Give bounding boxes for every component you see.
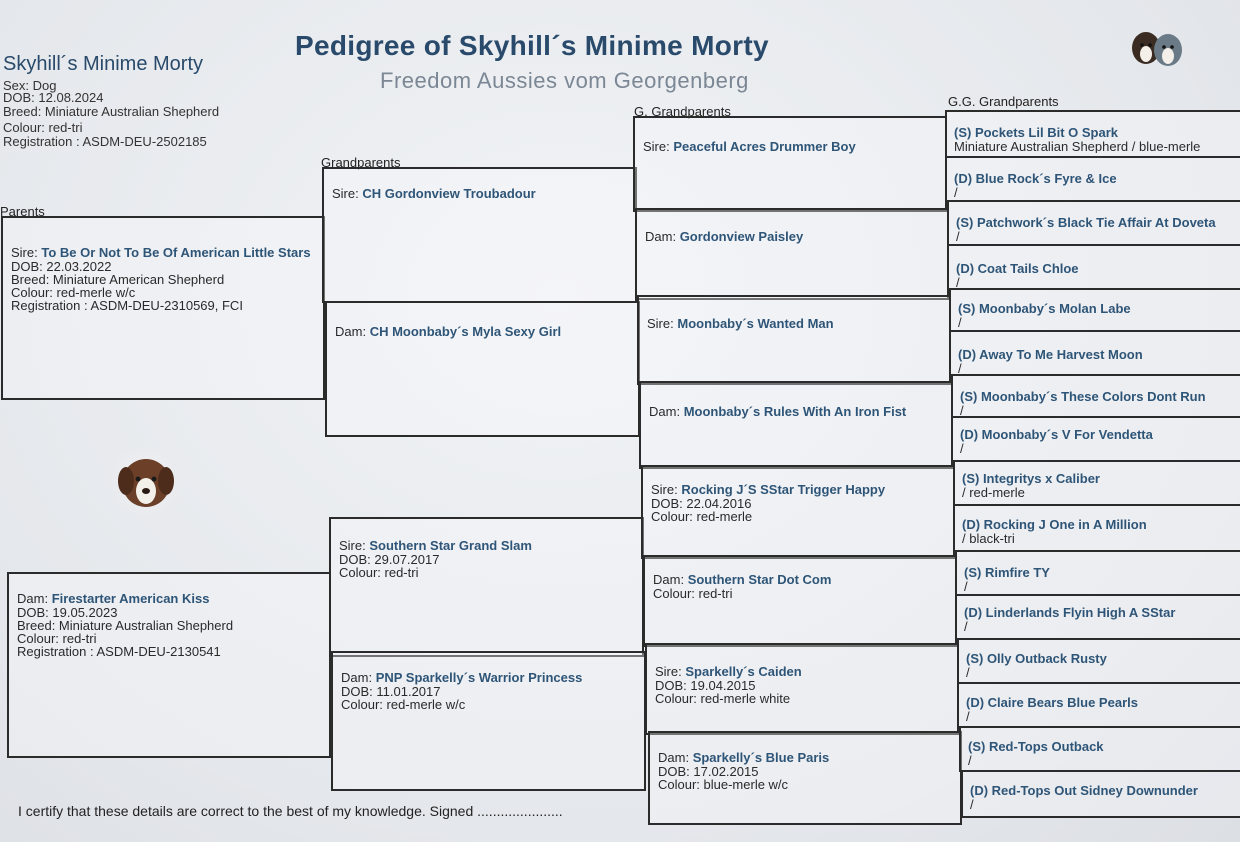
subject-name: Skyhill´s Minime Morty [3, 53, 204, 75]
grandparent-cell-1 [324, 181, 635, 207]
g-grandparent-colour: Colour: blue-merle w/c [658, 777, 789, 792]
gg-grandparent-label: (D) Moonbaby´s V For Vendetta [960, 428, 1153, 442]
grandparent-cell-3 [331, 533, 642, 585]
g-grandparent-name: Gordonview Paisley [679, 229, 804, 244]
parent-sire-role: Sire: [11, 245, 38, 260]
gg-grandparent-sub: / [958, 315, 962, 329]
g-grandparent-box-5 [641, 465, 955, 559]
g-grandparent-dob: DOB: 19.04.2015 [655, 678, 756, 693]
g-grandparent-box-1 [633, 116, 947, 212]
g-grandparent-role: Sire: [651, 482, 678, 497]
grandparent-dob: DOB: 11.01.2017 [341, 684, 441, 699]
g-grandparent-colour: Colour: red-tri [653, 586, 733, 601]
parent-sire-colour: Colour: red-merle w/c [11, 285, 136, 300]
gg-grandparent-label: (D) Coat Tails Chloe [956, 262, 1079, 276]
gg-grandparent-sub: / [966, 665, 970, 679]
g-grandparent-name: Peaceful Acres Drummer Boy [673, 139, 856, 154]
kennel-subtitle: Freedom Aussies vom Georgenberg [380, 68, 749, 93]
gg-grandparent-label: (D) Claire Bears Blue Pearls [966, 696, 1138, 710]
gg-grandparent-sub: / [960, 403, 964, 417]
subject-breed: Breed: Miniature Australian Shepherd [3, 104, 220, 119]
g-grandparent-role: Dam: [649, 404, 681, 419]
gg-grandparent-sub: / [968, 753, 972, 767]
parent-sire-registration: Registration : ASDM-DEU-2310569, FCI [11, 298, 243, 313]
parent-sire-box [1, 216, 325, 400]
gg-grandparent-label: (S) Moonbaby´s Molan Labe [958, 302, 1131, 316]
g-grandparent-role: Dam: [645, 229, 677, 244]
gg-grandparent-sub: Miniature Australian Shepherd / blue-merle [954, 139, 1201, 153]
gg-grandparent-box-6 [949, 330, 1240, 376]
parent-dam-box [7, 572, 331, 758]
gg-grandparent-label: (D) Red-Tops Out Sidney Downunder [970, 784, 1198, 798]
g-grandparent-cell-4 [641, 399, 951, 425]
gg-grandparent-label: (S) Red-Tops Outback [968, 740, 1104, 754]
parent-dam-breed: Breed: Miniature Australian Shepherd [17, 618, 234, 633]
gg-grandparent-box-1 [945, 110, 1240, 158]
grandparent-colour: Colour: red-merle w/c [341, 697, 466, 712]
gg-grandparent-box-8 [951, 416, 1240, 462]
gg-grandparent-box-12 [955, 594, 1240, 640]
gg-grandparent-label: (S) Pockets Lil Bit O Spark [954, 126, 1118, 140]
g-grandparent-name: Moonbaby´s Rules With An Iron Fist [683, 404, 907, 419]
g-grandparent-dob: DOB: 17.02.2015 [658, 764, 759, 779]
grandparent-role: Sire: [332, 186, 359, 201]
gg-grandparent-sub: / red-merle [962, 485, 1025, 499]
gg-grandparent-sub: / [958, 361, 962, 375]
gg-grandparent-label: (S) Moonbaby´s These Colors Dont Run [960, 390, 1206, 404]
g-grandparent-cell-8 [650, 745, 960, 797]
parent-dam-dob: DOB: 19.05.2023 [17, 605, 118, 620]
grandparent-box-4 [331, 651, 646, 791]
gg-grandparent-sub: / black-tri [962, 531, 1015, 545]
gg-grandparent-box-14 [957, 682, 1240, 728]
gg-grandparent-label: (S) Rimfire TY [964, 566, 1050, 580]
column-header-parents: Parents [0, 204, 45, 219]
grandparent-role: Sire: [339, 538, 366, 553]
gg-grandparent-label: (D) Linderlands Flyin High A SStar [964, 606, 1176, 620]
subject-colour: Colour: red-tri [3, 120, 83, 135]
grandparent-colour: Colour: red-tri [339, 565, 419, 580]
gg-grandparent-sub: / [960, 441, 964, 455]
gg-grandparent-sub: / [966, 709, 970, 723]
gg-grandparent-label: (D) Rocking J One in A Million [962, 518, 1147, 532]
subject-registration: Registration : ASDM-DEU-2502185 [3, 134, 207, 149]
parent-dam-role: Dam: [17, 591, 49, 606]
g-grandparent-cell-6 [645, 567, 955, 606]
gg-grandparent-box-7 [951, 374, 1240, 418]
grandparent-dob: DOB: 29.07.2017 [339, 552, 440, 567]
grandparent-role: Dam: [341, 670, 373, 685]
g-grandparent-cell-5 [643, 477, 953, 529]
gg-grandparent-box-15 [959, 726, 1240, 772]
g-grandparent-role: Dam: [658, 750, 690, 765]
g-grandparent-colour: Colour: red-merle white [655, 691, 791, 706]
grandparent-cell-4 [333, 665, 644, 717]
gg-grandparent-box-11 [955, 550, 1240, 596]
grandparent-box-2 [325, 301, 640, 437]
grandparent-name: CH Gordonview Troubadour [362, 186, 536, 201]
g-grandparent-role: Sire: [647, 316, 674, 331]
subject-sex: Sex: Dog [3, 78, 57, 93]
certification-statement: I certify that these details are correct to the best of my knowledge. Signed ...................... [18, 803, 563, 819]
gg-grandparent-label: (S) Integritys x Caliber [962, 472, 1100, 486]
grandparent-role: Dam: [335, 324, 367, 339]
subject-dob: DOB: 12.08.2024 [3, 90, 104, 105]
gg-grandparent-label: (D) Away To Me Harvest Moon [958, 348, 1143, 362]
g-grandparent-box-3 [637, 295, 951, 385]
g-grandparent-colour: Colour: red-merle [651, 509, 753, 524]
gg-grandparent-label: (S) Olly Outback Rusty [966, 652, 1107, 666]
g-grandparent-name: Southern Star Dot Com [687, 572, 832, 587]
g-grandparent-cell-2 [637, 224, 947, 250]
grandparent-name: PNP Sparkelly´s Warrior Princess [375, 670, 583, 685]
g-grandparent-dob: DOB: 22.04.2016 [651, 496, 752, 511]
gg-grandparent-sub: / [964, 619, 968, 633]
g-grandparent-cell-1 [635, 134, 945, 160]
gg-grandparent-sub: / [970, 797, 974, 811]
gg-grandparent-box-3 [947, 200, 1240, 246]
g-grandparent-box-7 [645, 643, 959, 735]
gg-grandparent-label: (D) Blue Rock´s Fyre & Ice [954, 172, 1117, 186]
parent-dam-cell [9, 586, 331, 664]
g-grandparent-role: Dam: [653, 572, 685, 587]
gg-grandparent-box-2 [945, 156, 1240, 202]
g-grandparent-cell-7 [647, 659, 957, 711]
gg-grandparent-box-10 [953, 504, 1240, 552]
g-grandparent-box-8 [648, 731, 962, 825]
g-grandparent-box-4 [639, 381, 953, 469]
g-grandparent-name: Rocking J´S SStar Trigger Happy [681, 482, 886, 497]
grandparent-name: Southern Star Grand Slam [369, 538, 532, 553]
gg-grandparent-box-13 [957, 638, 1240, 684]
parent-sire-cell [3, 240, 363, 318]
g-grandparent-role: Sire: [643, 139, 670, 154]
parent-dam-name: Firestarter American Kiss [51, 591, 210, 606]
g-grandparent-box-2 [635, 208, 949, 300]
gg-grandparent-label: (S) Patchwork´s Black Tie Affair At Doveta [956, 216, 1216, 230]
gg-grandparent-box-9 [953, 460, 1240, 506]
grandparent-box-3 [329, 517, 644, 657]
kennel-logo [1122, 28, 1198, 94]
column-header-g-grandparents: G. Grandparents [634, 104, 731, 119]
gg-grandparent-box-16 [961, 770, 1240, 818]
gg-grandparent-sub: / [954, 185, 958, 199]
g-grandparent-name: Moonbaby´s Wanted Man [677, 316, 834, 331]
column-header-gg-grandparents: G.G. Grandparents [948, 94, 1059, 109]
g-grandparent-name: Sparkelly´s Blue Paris [692, 750, 830, 765]
grandparent-box-1 [322, 167, 637, 303]
g-grandparent-role: Sire: [655, 664, 682, 679]
gg-grandparent-sub: / [956, 229, 960, 243]
gg-grandparent-box-4 [947, 244, 1240, 290]
parent-dam-colour: Colour: red-tri [17, 631, 97, 646]
gg-grandparent-sub: / [964, 579, 968, 593]
page-title: Pedigree of Skyhill´s Minime Morty [295, 30, 769, 61]
gg-grandparent-sub: / [956, 275, 960, 289]
parent-sire-name: To Be Or Not To Be Of American Little Stars [41, 245, 311, 260]
parent-sire-breed: Breed: Miniature American Shepherd [11, 272, 225, 287]
parent-sire-dob: DOB: 22.03.2022 [11, 259, 112, 274]
gg-grandparent-box-5 [949, 288, 1240, 332]
g-grandparent-cell-3 [639, 311, 949, 337]
grandparent-cell-2 [327, 319, 638, 345]
parent-dam-registration: Registration : ASDM-DEU-2130541 [17, 644, 221, 659]
g-grandparent-box-6 [643, 555, 957, 647]
dog-photo [108, 447, 184, 515]
column-header-grandparents: Grandparents [321, 155, 401, 170]
g-grandparent-name: Sparkelly´s Caiden [685, 664, 802, 679]
grandparent-name: CH Moonbaby´s Myla Sexy Girl [369, 324, 562, 339]
